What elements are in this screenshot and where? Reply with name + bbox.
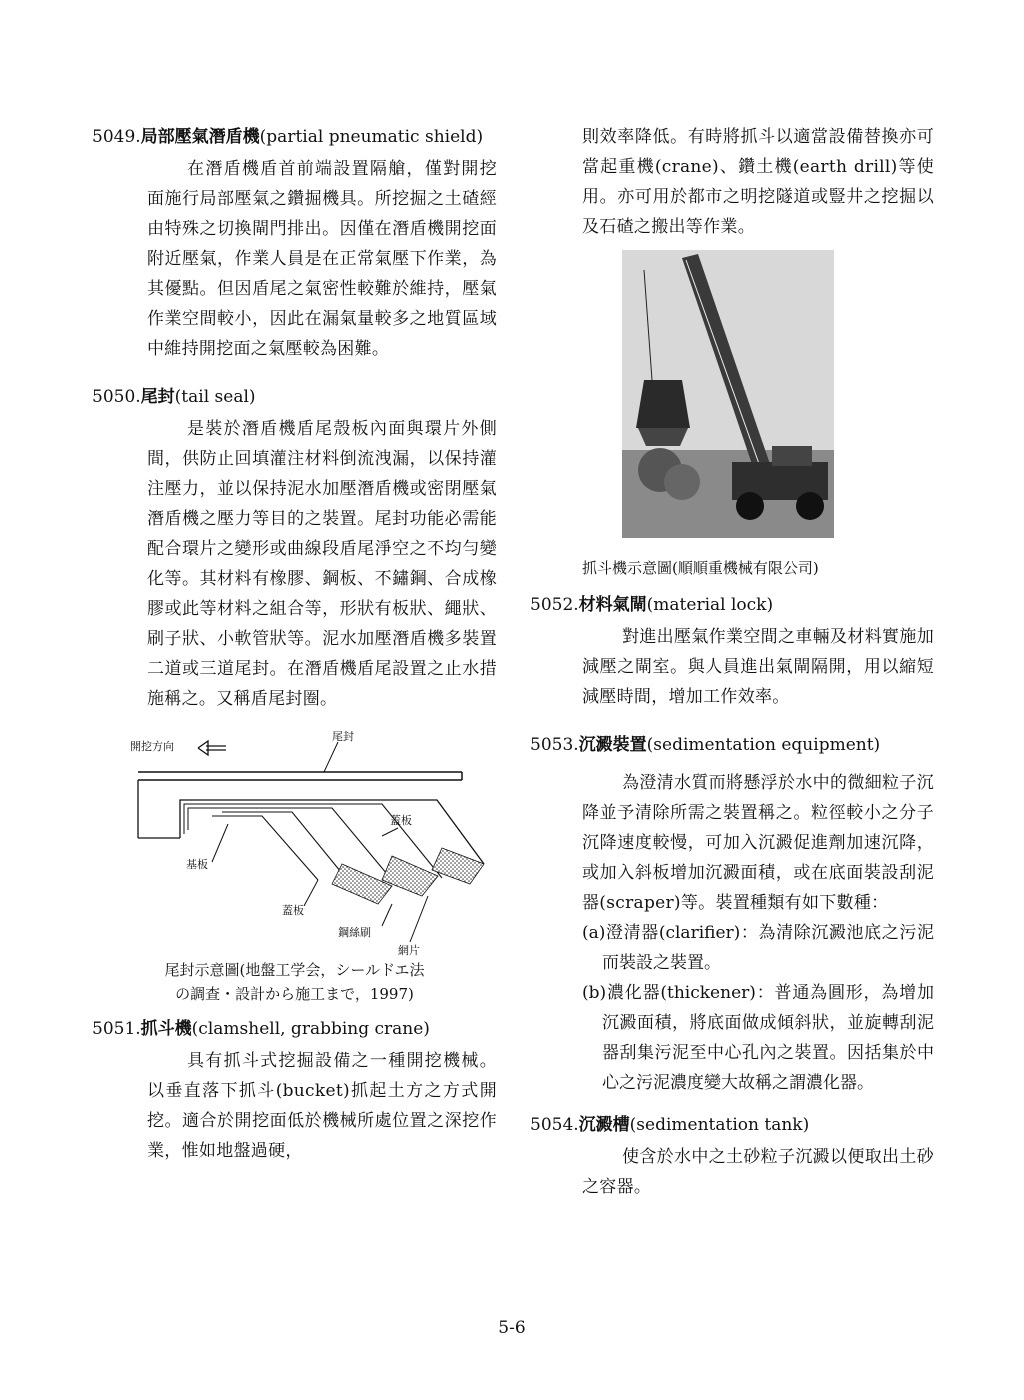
entry-5053-body: 為澄清水質而將懸浮於水中的微細粒子沉降並予清除所需之裝置稱之。粒徑較小之分子沉降速度較慢，可加入沉澱促進劑加速沉降，或加入斜板增加沉澱面積，或在底面裝設刮泥器(scraper)等。裝置種類有如下數種： [582,773,934,913]
label-wire-brush: 鋼絲刷 [338,926,371,939]
entry-5051-body-cont: 則效率降低。有時將抓斗以適當設備替換亦可當起重機(crane)、鑽土機(earth drill)等使用。亦可用於都市之明挖隧道或豎井之挖掘以及石碴之搬出等作業。 [582,127,934,237]
entry-title-en: (clamshell, grabbing crane) [191,1019,430,1039]
direction-arrow-icon [198,741,226,755]
tail-seal-figure [92,728,497,958]
tail-seal-caption-line2: の調查・設計から施工まで，1997) [175,985,414,1003]
entry-number: 5052. [530,595,579,615]
entry-5049-heading [92,122,497,152]
entry-title-zh: 抓斗機 [140,1019,192,1039]
label-tail-seal: 尾封 [332,730,354,743]
entry-title-en: (material lock) [646,595,774,615]
entry-number: 5054. [530,1115,579,1135]
clamshell-crane-photo [622,250,834,538]
clamshell-caption: 抓斗機示意圖(順順重機械有限公司) [582,559,819,577]
entry-number: 5053. [530,735,579,755]
tail-seal-diagram [92,728,497,958]
entry-5049-body: 在潛盾機盾首前端設置隔艙，僅對開挖面施行局部壓氣之鑽掘機具。所挖掘之土碴經由特殊之切換閘門排出。因僅在潛盾機開挖面附近壓氣，作業人員是在正常氣壓下作業，為其優點。但因盾尾之氣密性較難於維持，壓氣作業空間較小，因此在漏氣量較多之地質區域中維持開挖面之氣壓較為困難。 [147,159,497,359]
entry-5050-heading [92,382,497,412]
entry-number: 5049. [92,127,141,147]
entry-title-zh: 沉澱裝置 [578,735,647,755]
entry-number: 5051. [92,1019,141,1039]
entry-title-en: (sedimentation tank) [629,1115,810,1135]
entry-5051-body: 具有抓斗式挖掘設備之一種開挖機械。以垂直落下抓斗(bucket)抓起土方之方式開挖。適合於開挖面低於機械所處位置之深挖作業，惟如地盤過硬， [147,1051,497,1161]
entry-5053-item-b: (b)濃化器(thickener)：普通為圓形，為增加沉澱面積，將底面做成傾斜狀，並旋轉刮泥器刮集污泥至中心孔內之裝置。因括集於中心之污泥濃度變大故稱之謂濃化器。 [582,983,934,1093]
entry-title-zh: 沉澱槽 [578,1115,630,1135]
entry-number: 5050. [92,387,141,407]
entry-5053-heading [530,730,934,760]
label-base-plate: 基板 [186,858,208,871]
label-cover-plate-1: 蓋板 [390,814,412,827]
entry-title-zh: 材料氣閘 [578,595,647,615]
label-cover-plate-2: 蓋板 [282,904,304,917]
label-mesh: 網片 [398,944,420,957]
entry-5050-body: 是裝於潛盾機盾尾殼板內面與環片外側間，供防止回填灌注材料倒流洩漏，以保持灌注壓力，並以保持泥水加壓潛盾機或密閉壓氣潛盾機之壓力等目的之裝置。尾封功能必需能配合環片之變形或曲線段盾尾淨空之不均勻變化等。其材料有橡膠、鋼板、不鏽鋼、合成橡膠或此等材料之組合等，形狀有板狀、繩狀、刷子狀、小軟管狀等。泥水加壓潛盾機多裝置二道或三道尾封。在潛盾機盾尾設置之止水措施稱之。又稱盾尾封圈。 [147,419,497,709]
entry-title-zh: 尾封 [140,387,175,407]
entry-title-en: (sedimentation equipment) [646,735,881,755]
entry-5051-heading [92,1014,497,1044]
left-column [92,122,497,1166]
entry-5054-heading [530,1110,934,1140]
entry-5054-body: 使含於水中之土砂粒子沉澱以便取出土砂之容器。 [582,1147,934,1197]
right-column [530,122,934,1202]
entry-title-en: (partial pneumatic shield) [259,127,484,147]
label-direction: 開挖方向 [130,740,174,753]
page-number: 5-6 [498,1318,526,1338]
entry-5052-body: 對進出壓氣作業空間之車輛及材料實施加減壓之閘室。與人員進出氣閘隔開，用以縮短減壓時間，增加工作效率。 [582,627,934,707]
entry-5053-item-a: (a)澄清器(clarifier)：為清除沉澱池底之污泥而裝設之裝置。 [582,923,934,973]
entry-title-zh: 局部壓氣潛盾機 [140,127,260,147]
tail-seal-caption-line1: 尾封示意圖(地盤工学会，シールドエ法 [164,961,425,979]
entry-title-en: (tail seal) [174,387,256,407]
entry-5052-heading [530,590,934,620]
